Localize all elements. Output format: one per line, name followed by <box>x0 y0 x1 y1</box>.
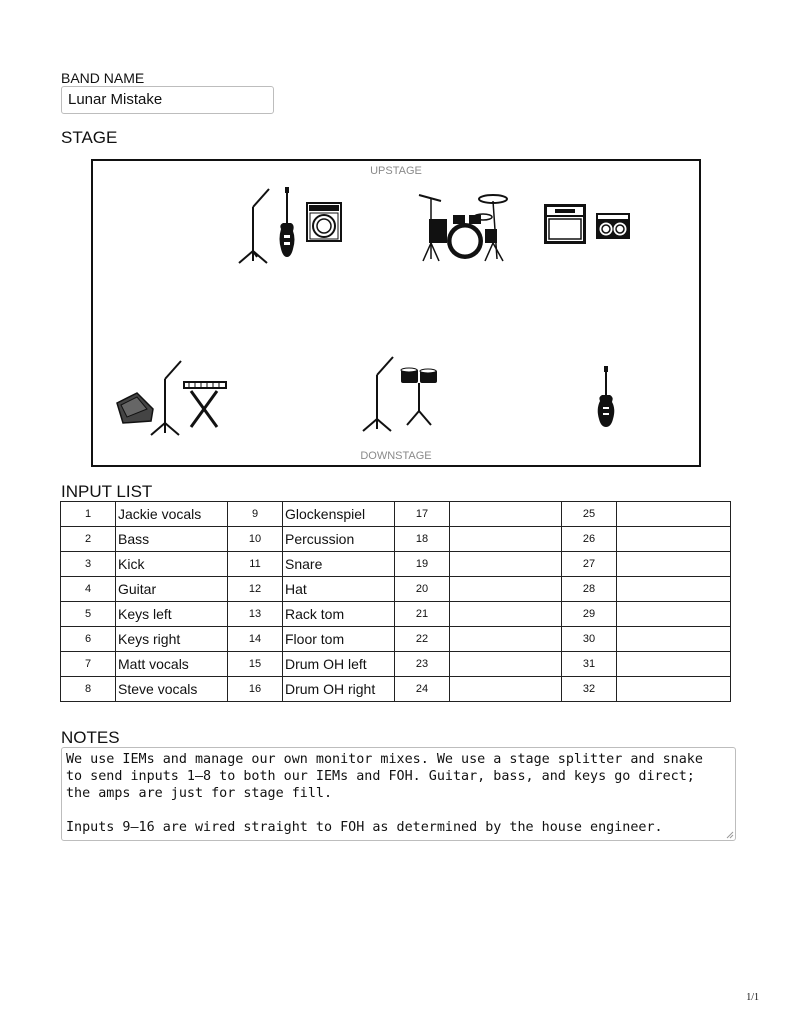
bass-amp-icon <box>306 202 342 242</box>
input-name-cell[interactable]: Bass <box>116 527 228 552</box>
input-name-cell[interactable] <box>617 627 731 652</box>
input-number-cell: 26 <box>562 527 617 552</box>
stage-plot <box>91 159 701 467</box>
input-name-cell[interactable] <box>450 602 562 627</box>
input-number-cell: 22 <box>395 627 450 652</box>
input-number-cell: 12 <box>228 577 283 602</box>
input-number-cell: 21 <box>395 602 450 627</box>
input-number-cell: 17 <box>395 502 450 527</box>
combo-amp-icon <box>595 212 631 240</box>
input-name-cell[interactable]: Steve vocals <box>116 677 228 702</box>
input-name-cell[interactable] <box>617 577 731 602</box>
input-number-cell: 6 <box>61 627 116 652</box>
input-name-cell[interactable]: Hat <box>283 577 395 602</box>
notes-heading: NOTES <box>61 728 120 747</box>
input-name-cell[interactable] <box>617 527 731 552</box>
band-name-label: BAND NAME <box>61 70 145 86</box>
table-row <box>61 652 731 677</box>
table-row <box>61 552 731 577</box>
input-number-cell: 19 <box>395 552 450 577</box>
input-number-cell: 9 <box>228 502 283 527</box>
input-list-table <box>60 501 731 702</box>
input-number-cell: 30 <box>562 627 617 652</box>
input-number-cell: 29 <box>562 602 617 627</box>
electric-guitar-icon <box>595 365 617 429</box>
input-name-cell[interactable] <box>617 552 731 577</box>
table-row <box>61 627 731 652</box>
input-name-cell[interactable]: Snare <box>283 552 395 577</box>
input-name-cell[interactable] <box>617 652 731 677</box>
mic-stand-icon <box>233 185 273 265</box>
input-number-cell: 10 <box>228 527 283 552</box>
input-name-cell[interactable] <box>450 552 562 577</box>
mic-stand-icon <box>357 353 397 433</box>
input-name-cell[interactable]: Keys right <box>116 627 228 652</box>
input-name-cell[interactable] <box>617 602 731 627</box>
input-number-cell: 28 <box>562 577 617 602</box>
table-row <box>61 502 731 527</box>
band-name-field[interactable]: Lunar Mistake <box>61 86 274 114</box>
input-number-cell: 5 <box>61 602 116 627</box>
input-number-cell: 14 <box>228 627 283 652</box>
keyboard-on-stand-icon <box>181 379 229 431</box>
input-name-cell[interactable] <box>450 652 562 677</box>
input-name-cell[interactable]: Keys left <box>116 602 228 627</box>
input-number-cell: 32 <box>562 677 617 702</box>
input-number-cell: 20 <box>395 577 450 602</box>
input-name-cell[interactable] <box>450 677 562 702</box>
downstage-label: DOWNSTAGE <box>360 450 432 462</box>
upstage-label: UPSTAGE <box>370 165 422 177</box>
input-name-cell[interactable] <box>450 502 562 527</box>
input-name-cell[interactable] <box>617 677 731 702</box>
input-name-cell[interactable]: Jackie vocals <box>116 502 228 527</box>
input-name-cell[interactable]: Floor tom <box>283 627 395 652</box>
input-number-cell: 27 <box>562 552 617 577</box>
input-number-cell: 25 <box>562 502 617 527</box>
input-number-cell: 4 <box>61 577 116 602</box>
input-number-cell: 16 <box>228 677 283 702</box>
input-list-heading: INPUT LIST <box>61 482 153 501</box>
timbales-icon <box>399 367 439 427</box>
input-name-cell[interactable]: Kick <box>116 552 228 577</box>
input-name-cell[interactable] <box>450 627 562 652</box>
page-number: 1/1 <box>746 992 759 1003</box>
table-row <box>61 577 731 602</box>
input-number-cell: 1 <box>61 502 116 527</box>
input-number-cell: 31 <box>562 652 617 677</box>
notes-textarea[interactable]: We use IEMs and manage our own monitor mixes. We use a stage splitter and snake to send inputs 1–8 to both our IEMs and FOH. Guitar, bass, and keys go direct; the amps are just for stage fill. Inputs 9–16 are wired straight to FOH as determined by the house engineer. <box>61 747 736 841</box>
input-number-cell: 13 <box>228 602 283 627</box>
input-name-cell[interactable]: Glockenspiel <box>283 502 395 527</box>
input-name-cell[interactable]: Rack tom <box>283 602 395 627</box>
input-number-cell: 7 <box>61 652 116 677</box>
input-name-cell[interactable] <box>450 577 562 602</box>
guitar-amp-stack-icon <box>543 203 587 245</box>
input-number-cell: 15 <box>228 652 283 677</box>
input-name-cell[interactable]: Drum OH left <box>283 652 395 677</box>
mic-stand-icon <box>145 357 185 437</box>
input-name-cell[interactable]: Drum OH right <box>283 677 395 702</box>
input-name-cell[interactable]: Percussion <box>283 527 395 552</box>
input-number-cell: 23 <box>395 652 450 677</box>
input-name-cell[interactable]: Matt vocals <box>116 652 228 677</box>
drum-kit-icon <box>413 189 513 263</box>
table-row <box>61 677 731 702</box>
input-name-cell[interactable] <box>450 527 562 552</box>
input-name-cell[interactable]: Guitar <box>116 577 228 602</box>
input-name-cell[interactable] <box>617 502 731 527</box>
input-number-cell: 3 <box>61 552 116 577</box>
input-number-cell: 2 <box>61 527 116 552</box>
input-number-cell: 24 <box>395 677 450 702</box>
input-number-cell: 8 <box>61 677 116 702</box>
table-row <box>61 602 731 627</box>
input-number-cell: 18 <box>395 527 450 552</box>
table-row <box>61 527 731 552</box>
bass-guitar-icon <box>277 185 297 259</box>
input-number-cell: 11 <box>228 552 283 577</box>
resize-grip-icon[interactable] <box>726 831 734 839</box>
stage-heading: STAGE <box>61 128 118 147</box>
